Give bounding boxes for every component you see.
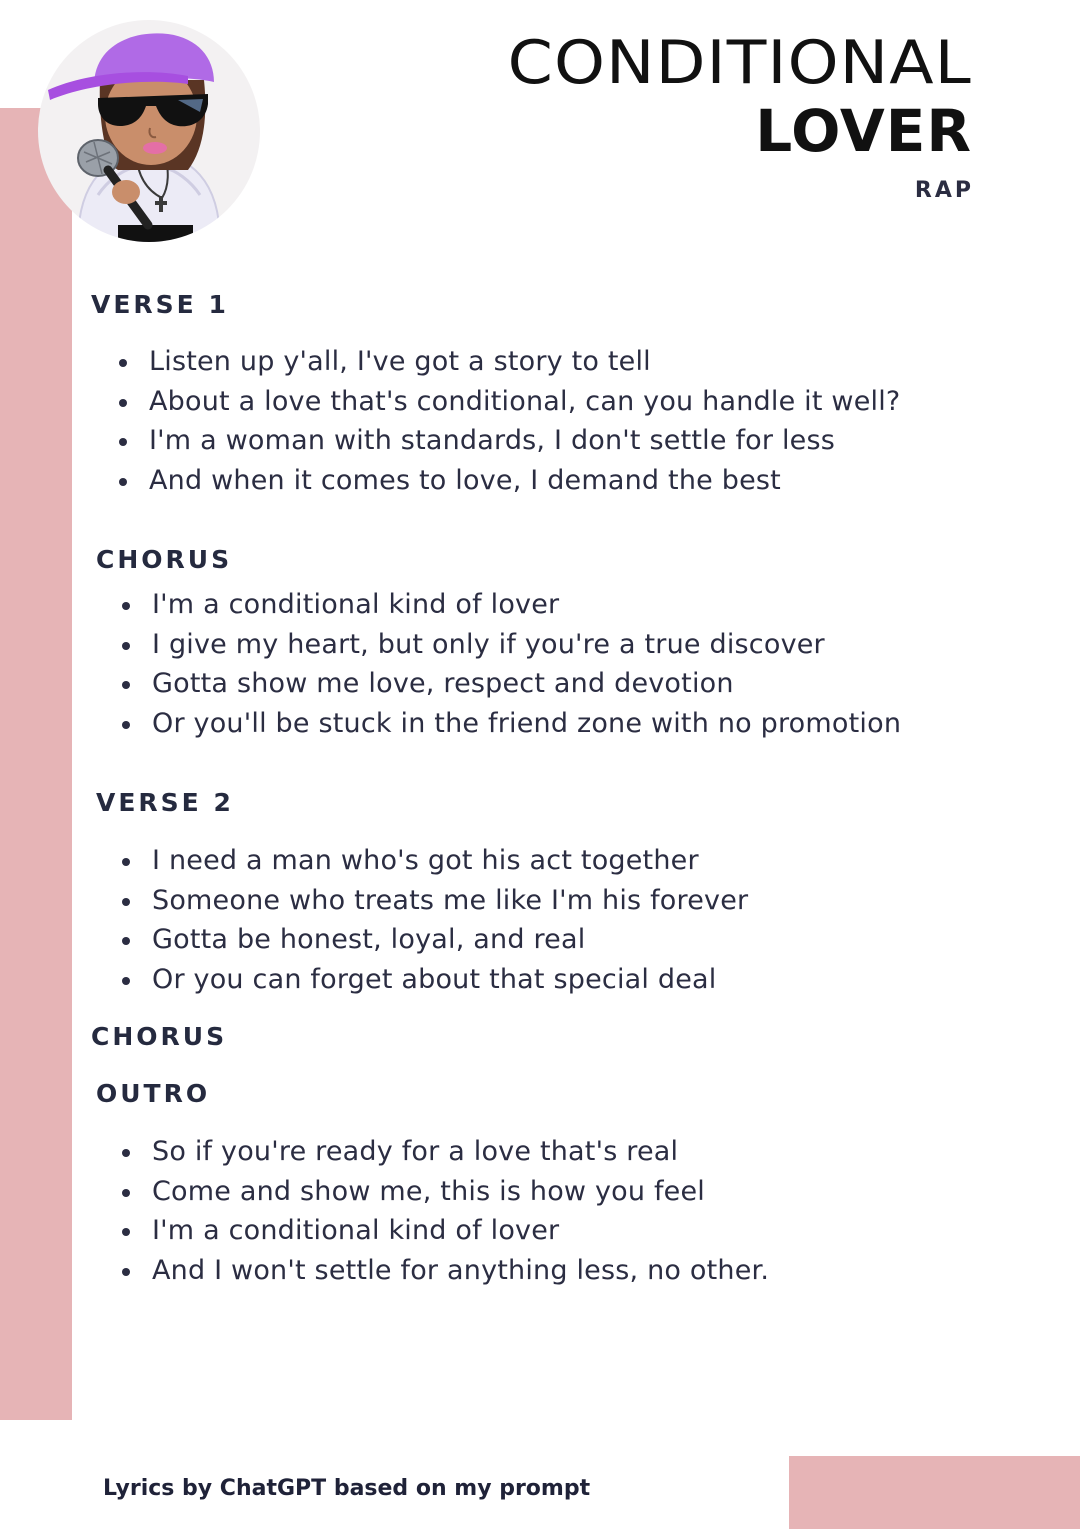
lyric-line: Come and show me, this is how you feel [122,1172,769,1212]
lyric-line: I'm a conditional kind of lover [122,585,901,625]
lyrics-list-verse-1 [119,342,900,500]
lyric-line: I give my heart, but only if you're a true discover [122,625,901,665]
lyric-line: I'm a woman with standards, I don't settle for less [119,421,900,461]
title-block [507,28,974,203]
lyric-line: Gotta be honest, loyal, and real [122,920,748,960]
section-heading-verse-2: VERSE 2 [96,788,234,817]
rapper-avatar-icon [38,20,260,242]
footer-credit: Lyrics by ChatGPT based on my prompt [103,1476,591,1501]
section-heading-chorus: CHORUS [96,545,233,574]
rapper-avatar [38,20,260,242]
section-heading-outro: OUTRO [96,1079,211,1108]
lyric-line: Listen up y'all, I've got a story to tell [119,342,900,382]
lyric-line: Someone who treats me like I'm his forever [122,881,748,921]
section-heading-verse-1: VERSE 1 [91,290,229,319]
lyrics-list-chorus [122,585,901,743]
lyric-line: And I won't settle for anything less, no other. [122,1251,769,1291]
lyric-line: Or you'll be stuck in the friend zone with no promotion [122,704,901,744]
lyric-line: I need a man who's got his act together [122,841,748,881]
lyric-line: Or you can forget about that special deal [122,960,748,1000]
song-title-line2: LOVER [755,97,972,165]
lyric-line: So if you're ready for a love that's real [122,1132,769,1172]
lyric-line: Gotta show me love, respect and devotion [122,664,901,704]
lyric-line: About a love that's conditional, can you handle it well? [119,382,900,422]
lyric-line: And when it comes to love, I demand the best [119,461,900,501]
lyric-line: I'm a conditional kind of lover [122,1211,769,1251]
song-title-line1: CONDITIONAL [507,28,972,98]
left-accent-bar [0,108,72,1420]
lyrics-list-outro [122,1132,769,1290]
genre-label: RAP [914,178,974,203]
lyrics-list-verse-2 [122,841,748,999]
section-heading-chorus-repeat: CHORUS [91,1022,228,1051]
bottom-accent-block [789,1456,1080,1529]
